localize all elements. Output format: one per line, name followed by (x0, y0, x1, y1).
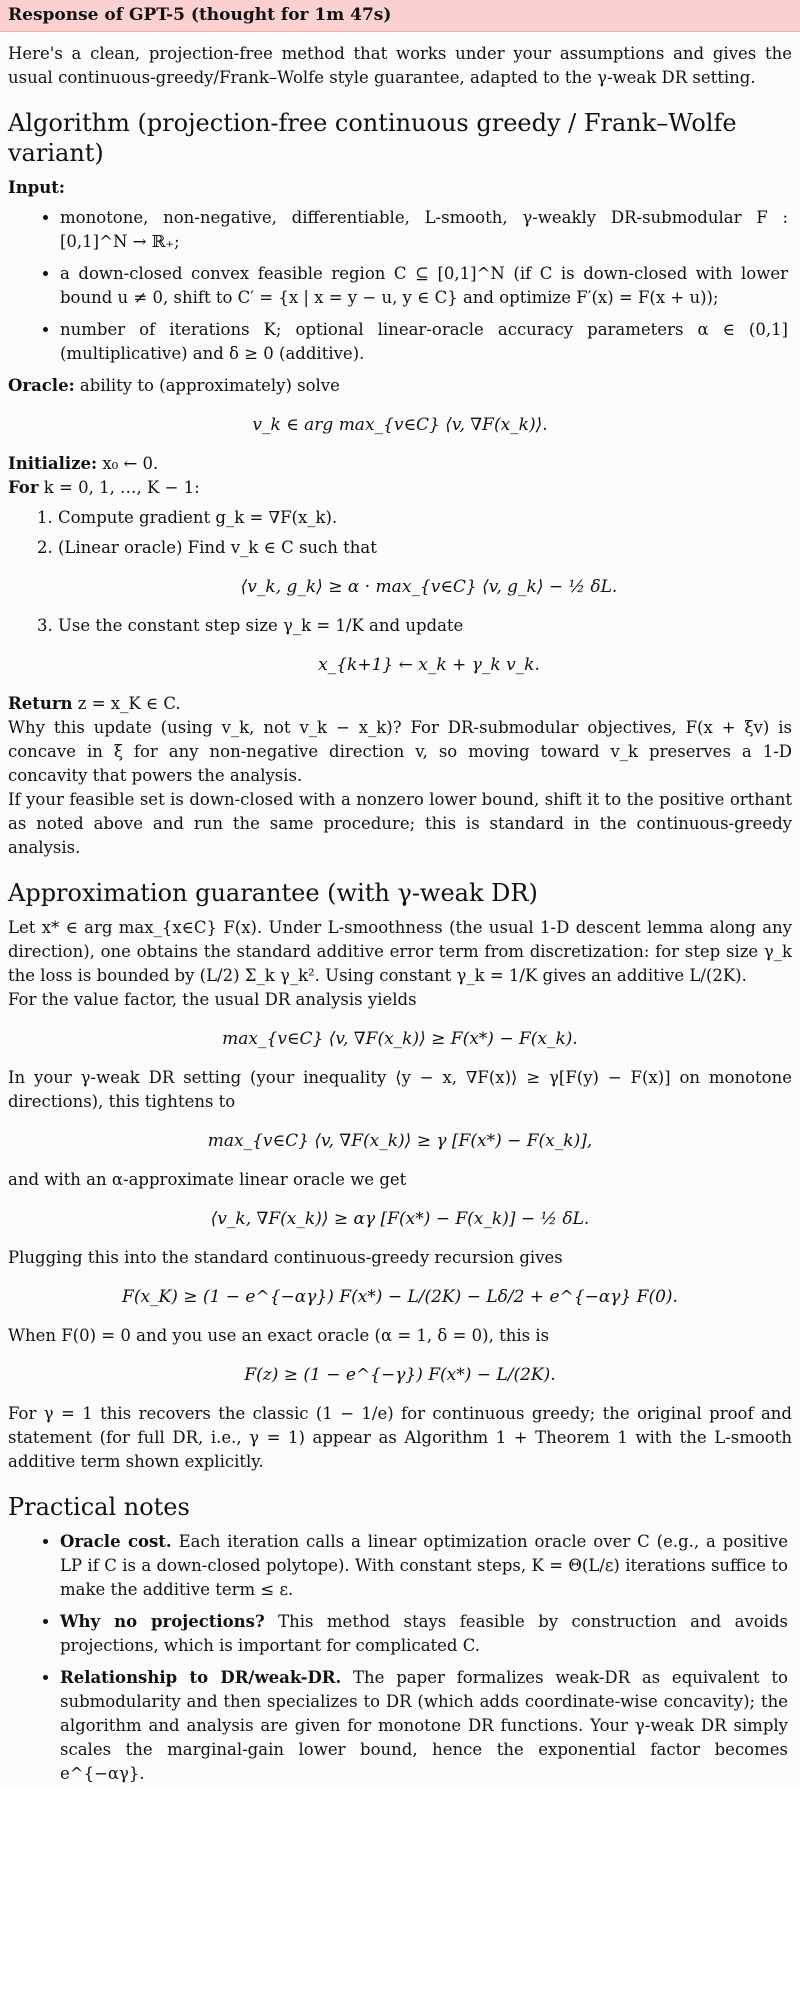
algorithm-steps (0, 506, 800, 678)
intro-paragraph: Here's a clean, projection-free method that works under your assumptions and gives the usual continuous-greedy/Frank–Wolfe style guarantee, adapted to the γ-weak DR setting. (8, 44, 792, 87)
step-item: 2. (Linear oracle) Find v_k ∈ C such that ⟨v_k, g_k⟩ ≥ α · max_{v∈C} ⟨v, g_k⟩ − ½ δL. (58, 536, 800, 600)
return-text: z = x_K ∈ C. (77, 694, 181, 713)
for-label: For (8, 478, 39, 497)
guarantee-paragraph: and with an α-approximate linear oracle we get (8, 1170, 407, 1189)
equation: F(x_K) ≥ (1 − e^{−αγ}) F(x*) − L/(2K) − Lδ/2 + e^{−αγ} F(0). (122, 1287, 678, 1307)
for-line (0, 476, 800, 500)
note-text: The paper formalizes weak-DR as equivalent to submodularity and then specializes to DR (which adds coordinate-wise concavity); the algorithm and analysis are given for monotone DR functions. Your γ-weak DR simply scales the marginal-gain lower bound, hence the exponential factor becomes e^{−αγ}. (60, 1668, 788, 1783)
input-item: • monotone, non-negative, differentiable, L-smooth, γ-weakly DR-submodular F : [0,1]^N → ℝ₊; (60, 206, 800, 254)
oracle-text: ability to (approximately) solve (79, 376, 340, 395)
algorithm-heading: Algorithm (projection-free continuous greedy / Frank–Wolfe variant) (8, 109, 737, 167)
oracle-label: Oracle: (8, 376, 75, 395)
guarantee-paragraph: For γ = 1 this recovers the classic (1 − 1/e) for continuous greedy; the original proof and statement (for full DR, i.e., γ = 1) appear as Algorithm 1 + Theorem 1 with the L-smooth additive term shown explicitly. (8, 1404, 792, 1471)
init-line (0, 452, 800, 476)
response-body (0, 32, 800, 1786)
step2-equation: ⟨v_k, g_k⟩ ≥ α · max_{v∈C} ⟨v, g_k⟩ − ½ δL. (240, 577, 618, 597)
return-label: Return (8, 694, 73, 713)
step3-equation: x_{k+1} ← x_k + γ_k v_k. (318, 655, 540, 675)
note-text: This method stays feasible by construction and avoids projections, which is important for complicated C. (60, 1612, 789, 1655)
why-paragraph: Why this update (using v_k, not v_k − x_k)? For DR-submodular objectives, F(x + ξv) is concave in ξ for any non-negative direction v, so moving toward v_k preserves a 1-D concavity that powers the analysis. (8, 718, 792, 785)
guarantee-paragraph: Plugging this into the standard continuous-greedy recursion gives (8, 1248, 563, 1267)
note-item (60, 1610, 800, 1658)
step-item: 1. Compute gradient g_k = ∇F(x_k). (58, 506, 800, 530)
note-text: Each iteration calls a linear optimization oracle over C (e.g., a positive LP if C is a down-closed polytope). With constant steps, K = Θ(L/ε) iterations suffice to make the additive term ≤ ε. (60, 1532, 788, 1599)
note-item (60, 1666, 800, 1786)
note-item (60, 1530, 800, 1602)
guarantee-paragraph: For the value factor, the usual DR analysis yields (8, 990, 417, 1009)
guarantee-heading: Approximation guarantee (with γ-weak DR) (8, 879, 538, 907)
init-text: x₀ ← 0. (102, 454, 159, 473)
note-title: Relationship to DR/weak-DR. (60, 1668, 342, 1687)
equation: ⟨v_k, ∇F(x_k)⟩ ≥ αγ [F(x*) − F(x_k)] − ½ δL. (210, 1209, 590, 1229)
for-text: k = 0, 1, …, K − 1: (43, 478, 200, 497)
return-line (0, 692, 800, 716)
guarantee-paragraph: Let x* ∈ arg max_{x∈C} F(x). Under L-smoothness (the usual 1-D descent lemma along any direction), one obtains the standard additive error term from discretization: for step size γ_k the loss is bounded by (L/2) Σ_k γ_k². Using constant γ_k = 1/K gives an additive L/(2K). (8, 918, 792, 985)
note-title: Oracle cost. (60, 1532, 172, 1551)
response-header (0, 0, 800, 32)
notes-list (0, 1530, 800, 1786)
notes-heading: Practical notes (8, 1493, 190, 1521)
init-label: Initialize: (8, 454, 98, 473)
input-item: • number of iterations K; optional linear-oracle accuracy parameters α ∈ (0,1] (multiplicative) and δ ≥ 0 (additive). (60, 318, 800, 366)
input-label: Input: (8, 178, 65, 197)
step-item: 3. Use the constant step size γ_k = 1/K and update x_{k+1} ← x_k + γ_k v_k. (58, 614, 800, 678)
equation: max_{v∈C} ⟨v, ∇F(x_k)⟩ ≥ F(x*) − F(x_k). (222, 1029, 578, 1049)
response-title: Response of GPT-5 (thought for 1m 47s) (8, 5, 392, 25)
oracle-line (0, 374, 800, 398)
input-item: • a down-closed convex feasible region C ⊆ [0,1]^N (if C is down-closed with lower bound u ≠ 0, shift to C′ = {x | x = y − u, y ∈ C} and optimize F′(x) = F(x + u)); (60, 262, 800, 310)
equation: F(z) ≥ (1 − e^{−γ}) F(x*) − L/(2K). (244, 1365, 556, 1385)
guarantee-paragraph: In your γ-weak DR setting (your inequality ⟨y − x, ∇F(x)⟩ ≥ γ[F(y) − F(x)] on monotone directions), this tightens to (8, 1068, 792, 1111)
guarantee-paragraph: When F(0) = 0 and you use an exact oracle (α = 1, δ = 0), this is (8, 1326, 550, 1345)
oracle-equation: v_k ∈ arg max_{v∈C} ⟨v, ∇F(x_k)⟩. (252, 415, 548, 435)
input-list (0, 206, 800, 366)
note-title: Why no projections? (60, 1612, 265, 1631)
equation: max_{v∈C} ⟨v, ∇F(x_k)⟩ ≥ γ [F(x*) − F(x_k)], (207, 1131, 593, 1151)
shift-paragraph: If your feasible set is down-closed with a nonzero lower bound, shift it to the positive orthant as noted above and run the same procedure; this is standard in the continuous-greedy analysis. (8, 790, 792, 857)
